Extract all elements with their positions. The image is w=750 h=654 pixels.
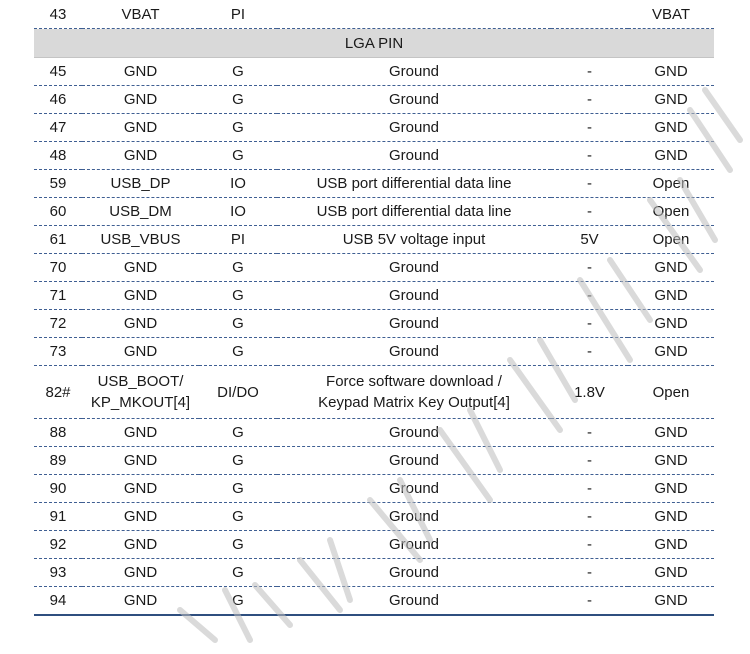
table-row [34, 114, 714, 142]
table-row [34, 419, 714, 447]
pin-number [34, 366, 82, 419]
table-row [34, 0, 714, 29]
pin-number: 92 [34, 531, 82, 559]
table-row [34, 170, 714, 198]
pin-io-line: DI/DO [217, 383, 259, 401]
pin-default-state: VBAT [628, 0, 714, 29]
pin-table-body [34, 0, 714, 615]
pin-voltage: - [551, 282, 628, 310]
pin-default-state: GND [628, 447, 714, 475]
pin-io: G [199, 254, 277, 282]
pin-description: Ground [277, 503, 551, 531]
table-row [34, 254, 714, 282]
pin-number: 91 [34, 503, 82, 531]
pin-io: G [199, 282, 277, 310]
pin-description: Ground [277, 475, 551, 503]
pin-voltage: - [551, 419, 628, 447]
table-row [34, 475, 714, 503]
pin-description: Ground [277, 419, 551, 447]
pin-name: GND [82, 282, 199, 310]
pin-number: 61 [34, 226, 82, 254]
pin-name: GND [82, 310, 199, 338]
pin-io: PI [199, 226, 277, 254]
pin-description: Ground [277, 254, 551, 282]
pin-io: PI [199, 0, 277, 29]
pin-description: Ground [277, 142, 551, 170]
pin-number: 48 [34, 142, 82, 170]
pin-number: 93 [34, 559, 82, 587]
table-row [34, 310, 714, 338]
pin-name: GND [82, 503, 199, 531]
pin-io: G [199, 559, 277, 587]
pin-io: IO [199, 170, 277, 198]
pin-default-state: Open [628, 226, 714, 254]
pin-voltage: - [551, 86, 628, 114]
pin-name: GND [82, 447, 199, 475]
pin-description: Ground [277, 310, 551, 338]
pin-name: GND [82, 254, 199, 282]
pin-voltage: - [551, 338, 628, 366]
pin-name: GND [82, 338, 199, 366]
table-row [34, 338, 714, 366]
pin-name: GND [82, 86, 199, 114]
pin-voltage: - [551, 310, 628, 338]
pin-number: 45 [34, 58, 82, 86]
pin-name: GND [82, 142, 199, 170]
pin-description: USB port differential data line [277, 170, 551, 198]
pin-voltage: - [551, 559, 628, 587]
pin-name: GND [82, 58, 199, 86]
pin-number: 94 [34, 587, 82, 616]
pin-default-state: GND [628, 142, 714, 170]
pin-default-state: GND [628, 310, 714, 338]
pin-number: 89 [34, 447, 82, 475]
table-row [34, 559, 714, 587]
pin-io: IO [199, 198, 277, 226]
pin-default-state: GND [628, 559, 714, 587]
pin-description: Ground [277, 86, 551, 114]
pin-description-line: Keypad Matrix Key Output[4] [318, 394, 510, 411]
pin-voltage: - [551, 503, 628, 531]
pin-io: G [199, 310, 277, 338]
table-row [34, 282, 714, 310]
pin-default-state: GND [628, 282, 714, 310]
pin-description: Ground [277, 531, 551, 559]
pin-default-state: GND [628, 114, 714, 142]
pin-description: Ground [277, 587, 551, 616]
pin-name: GND [82, 587, 199, 616]
pin-number: 72 [34, 310, 82, 338]
pin-number: 88 [34, 419, 82, 447]
pin-io: G [199, 58, 277, 86]
pin-io: G [199, 447, 277, 475]
pin-voltage [551, 0, 628, 29]
pin-name: GND [82, 475, 199, 503]
pin-voltage [551, 366, 628, 419]
pin-voltage: - [551, 475, 628, 503]
pin-number: 43 [34, 0, 82, 29]
pin-voltage: - [551, 531, 628, 559]
pin-voltage: - [551, 198, 628, 226]
pin-default-state: Open [628, 198, 714, 226]
pin-name [82, 366, 199, 419]
pin-default-state [628, 366, 714, 419]
table-row [34, 226, 714, 254]
pin-number: 59 [34, 170, 82, 198]
table-row [34, 587, 714, 616]
pin-description: Ground [277, 338, 551, 366]
pin-voltage: - [551, 58, 628, 86]
pin-io: G [199, 114, 277, 142]
pin-io: G [199, 503, 277, 531]
pin-description-line: Force software download / [326, 373, 502, 390]
table-row [34, 86, 714, 114]
pin-default-state: Open [628, 170, 714, 198]
pin-number: 71 [34, 282, 82, 310]
pin-io: G [199, 587, 277, 616]
pin-default-state: GND [628, 254, 714, 282]
pin-description: Ground [277, 114, 551, 142]
pin-number: 60 [34, 198, 82, 226]
pin-number: 90 [34, 475, 82, 503]
pin-io: G [199, 419, 277, 447]
pin-default-state: GND [628, 338, 714, 366]
table-row [34, 142, 714, 170]
pin-description: Ground [277, 58, 551, 86]
pin-description: USB port differential data line [277, 198, 551, 226]
pin-default-state: GND [628, 86, 714, 114]
pin-name: USB_DM [82, 198, 199, 226]
section-title: LGA PIN [34, 29, 714, 58]
table-row [34, 503, 714, 531]
pin-voltage: - [551, 142, 628, 170]
pin-voltage: - [551, 587, 628, 616]
pin-number-line: 82# [45, 383, 71, 401]
pin-table [34, 0, 714, 616]
pin-default-state: GND [628, 58, 714, 86]
pin-description [277, 0, 551, 29]
pin-io: G [199, 338, 277, 366]
pin-number: 73 [34, 338, 82, 366]
pin-number: 46 [34, 86, 82, 114]
pin-table-container [34, 0, 714, 616]
table-row [34, 58, 714, 86]
pin-name: VBAT [82, 0, 199, 29]
pin-number: 70 [34, 254, 82, 282]
pin-default-state: GND [628, 475, 714, 503]
pin-io: G [199, 475, 277, 503]
pin-description: Ground [277, 559, 551, 587]
pin-name: GND [82, 531, 199, 559]
pin-name: GND [82, 559, 199, 587]
pin-description: Ground [277, 447, 551, 475]
pin-description: Ground [277, 282, 551, 310]
pin-name: USB_DP [82, 170, 199, 198]
pin-voltage: - [551, 114, 628, 142]
pin-voltage: - [551, 254, 628, 282]
pin-io: G [199, 142, 277, 170]
pin-io [199, 366, 277, 419]
pin-default-state: GND [628, 419, 714, 447]
pin-name: GND [82, 114, 199, 142]
pin-name: GND [82, 419, 199, 447]
table-row [34, 366, 714, 419]
table-row [34, 447, 714, 475]
pin-default-state: GND [628, 531, 714, 559]
pin-voltage: - [551, 447, 628, 475]
pin-io: G [199, 531, 277, 559]
pin-default-state-line: Open [652, 383, 690, 401]
pin-description [277, 366, 551, 419]
pin-voltage: - [551, 170, 628, 198]
pin-io: G [199, 86, 277, 114]
pin-voltage: 5V [551, 226, 628, 254]
pin-name-line: KP_MKOUT[4] [90, 394, 191, 411]
pin-description: USB 5V voltage input [277, 226, 551, 254]
table-row [34, 531, 714, 559]
section-header-row [34, 29, 714, 58]
pin-name: USB_VBUS [82, 226, 199, 254]
pin-default-state: GND [628, 587, 714, 616]
pin-number: 47 [34, 114, 82, 142]
table-row [34, 198, 714, 226]
pin-default-state: GND [628, 503, 714, 531]
pin-voltage-line: 1.8V [574, 383, 605, 401]
pin-name-line: USB_BOOT/ [97, 373, 184, 390]
